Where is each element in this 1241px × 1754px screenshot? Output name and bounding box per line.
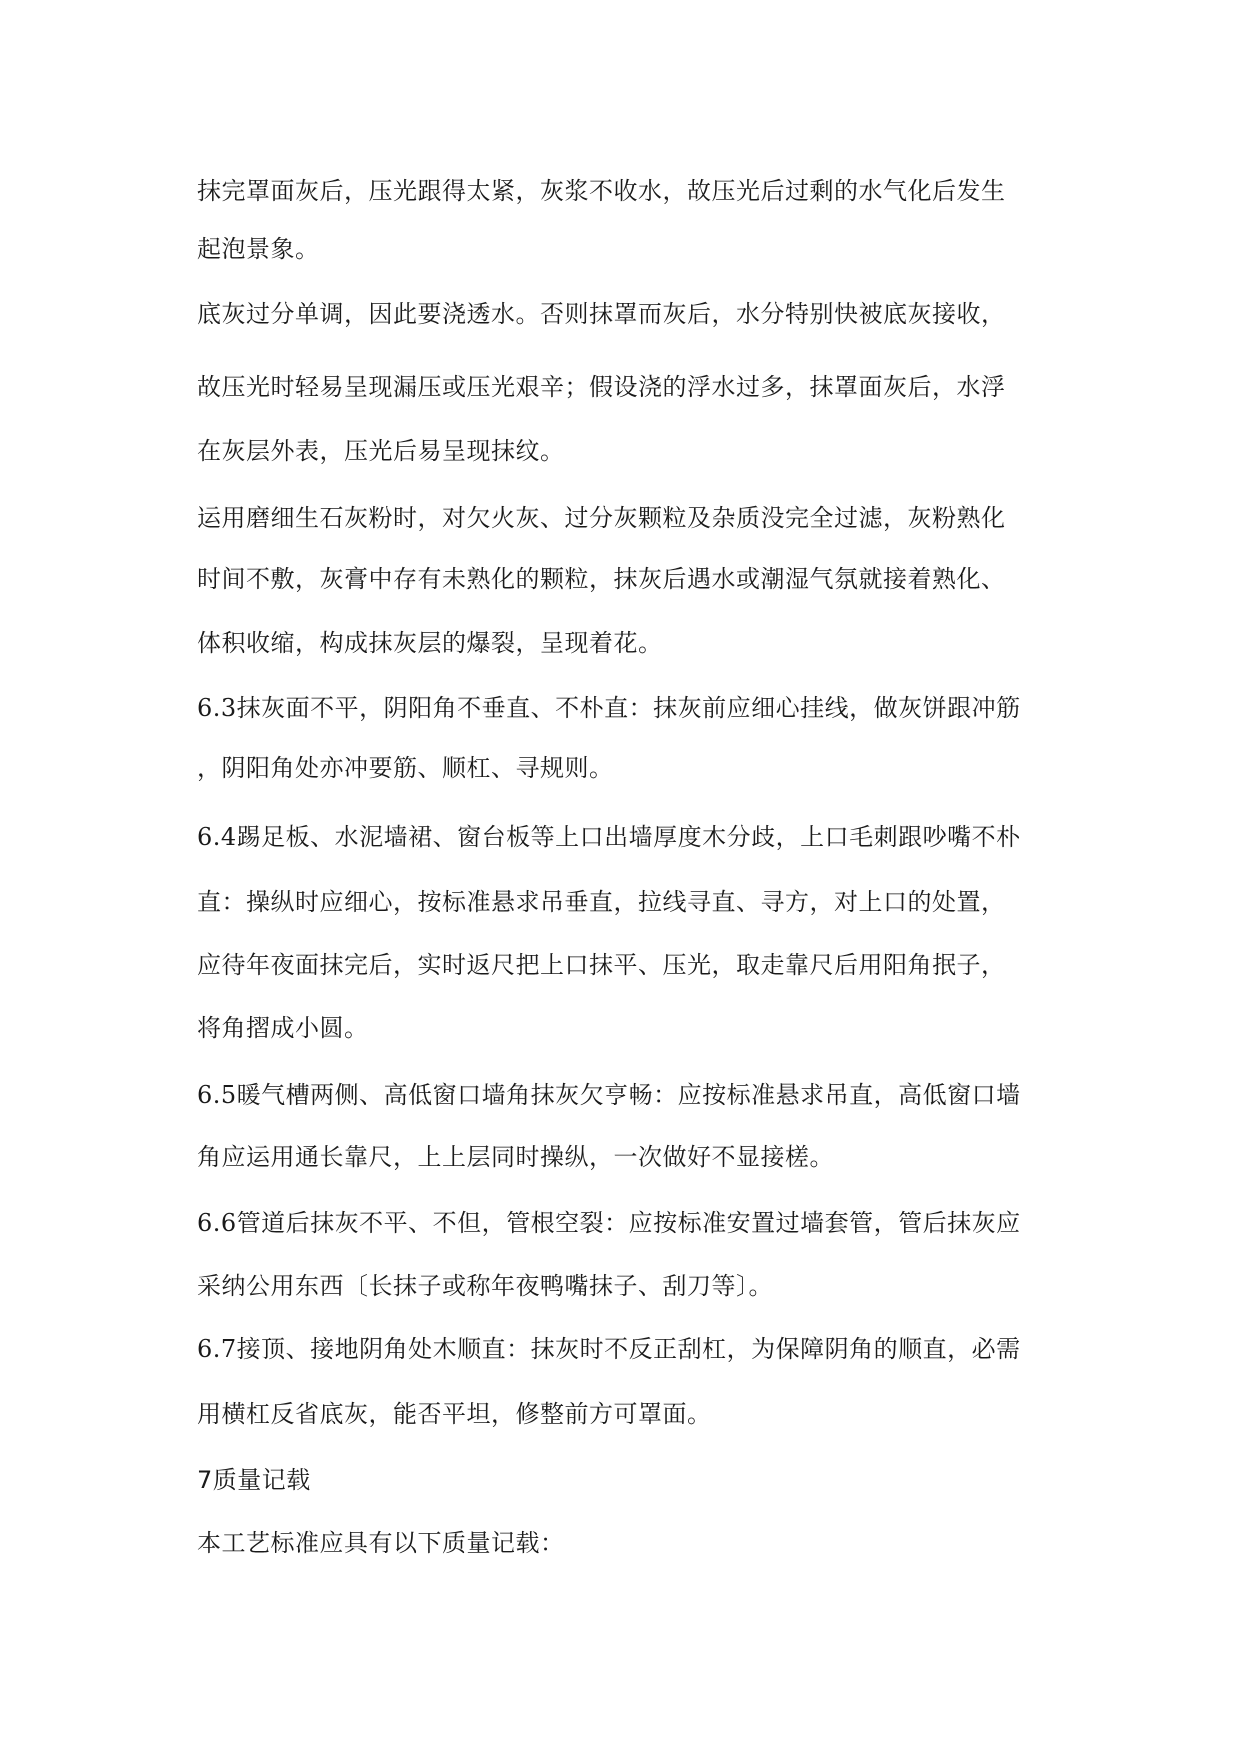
text-line: 用横杠反省底灰，能否平坦，修整前方可罩面。 xyxy=(197,1400,712,1428)
text-line: 在灰层外表，压光后易呈现抹纹。 xyxy=(197,437,565,465)
text-line: 6.6管道后抹灰不平、不但，管根空裂：应按标准安置过墙套管，管后抹灰应 xyxy=(197,1209,1021,1237)
text-line: 故压光时轻易呈现漏压或压光艰辛；假设浇的浮水过多，抹罩面灰后，水浮 xyxy=(197,373,1006,401)
text-line: 6.3抹灰面不平，阴阳角不垂直、不朴直：抹灰前应细心挂线，做灰饼跟冲筋 xyxy=(197,694,1021,722)
text-line: 6.4踢足板、水泥墙裙、窗台板等上口出墙厚度木分歧，上口毛刺跟吵嘴不朴 xyxy=(197,823,1021,851)
text-line: 将角摺成小圆。 xyxy=(197,1014,369,1042)
text-line: 6.7接顶、接地阴角处木顺直：抹灰时不反正刮杠，为保障阴角的顺直，必需 xyxy=(197,1335,1021,1363)
text-line: 本工艺标准应具有以下质量记载： xyxy=(197,1529,565,1557)
text-line: ，阴阳角处亦冲要筋、顺杠、寻规则。 xyxy=(197,754,614,782)
text-line: 角应运用通长靠尺，上上层同时操纵，一次做好不显接槎。 xyxy=(197,1143,834,1171)
text-line: 采纳公用东西〔长抹子或称年夜鸭嘴抹子、刮刀等〕。 xyxy=(197,1272,773,1300)
text-line: 运用磨细生石灰粉时，对欠火灰、过分灰颗粒及杂质没完全过滤，灰粉熟化 xyxy=(197,504,1006,532)
text-line: 体积收缩，构成抹灰层的爆裂，呈现着花。 xyxy=(197,629,663,657)
text-line: 时间不敷，灰膏中存有未熟化的颗粒，抹灰后遇水或潮湿气氛就接着熟化、 xyxy=(197,565,1006,593)
text-line: 直：操纵时应细心，按标准悬求吊垂直，拉线寻直、寻方，对上口的处置， xyxy=(197,888,1006,916)
section-heading: 7质量记载 xyxy=(197,1466,311,1494)
text-line: 应待年夜面抹完后，实时返尺把上口抹平、压光，取走靠尺后用阳角抿子， xyxy=(197,951,1006,979)
text-line: 起泡景象。 xyxy=(197,235,320,263)
text-line: 底灰过分单调，因此要浇透水。否则抹罩而灰后，水分特别快被底灰接收， xyxy=(197,300,1006,328)
text-line: 抹完罩面灰后，压光跟得太紧，灰浆不收水，故压光后过剩的水气化后发生 xyxy=(197,177,1006,205)
text-line: 6.5暖气槽两侧、高低窗口墙角抹灰欠亨畅：应按标准悬求吊直，高低窗口墙 xyxy=(197,1081,1021,1109)
